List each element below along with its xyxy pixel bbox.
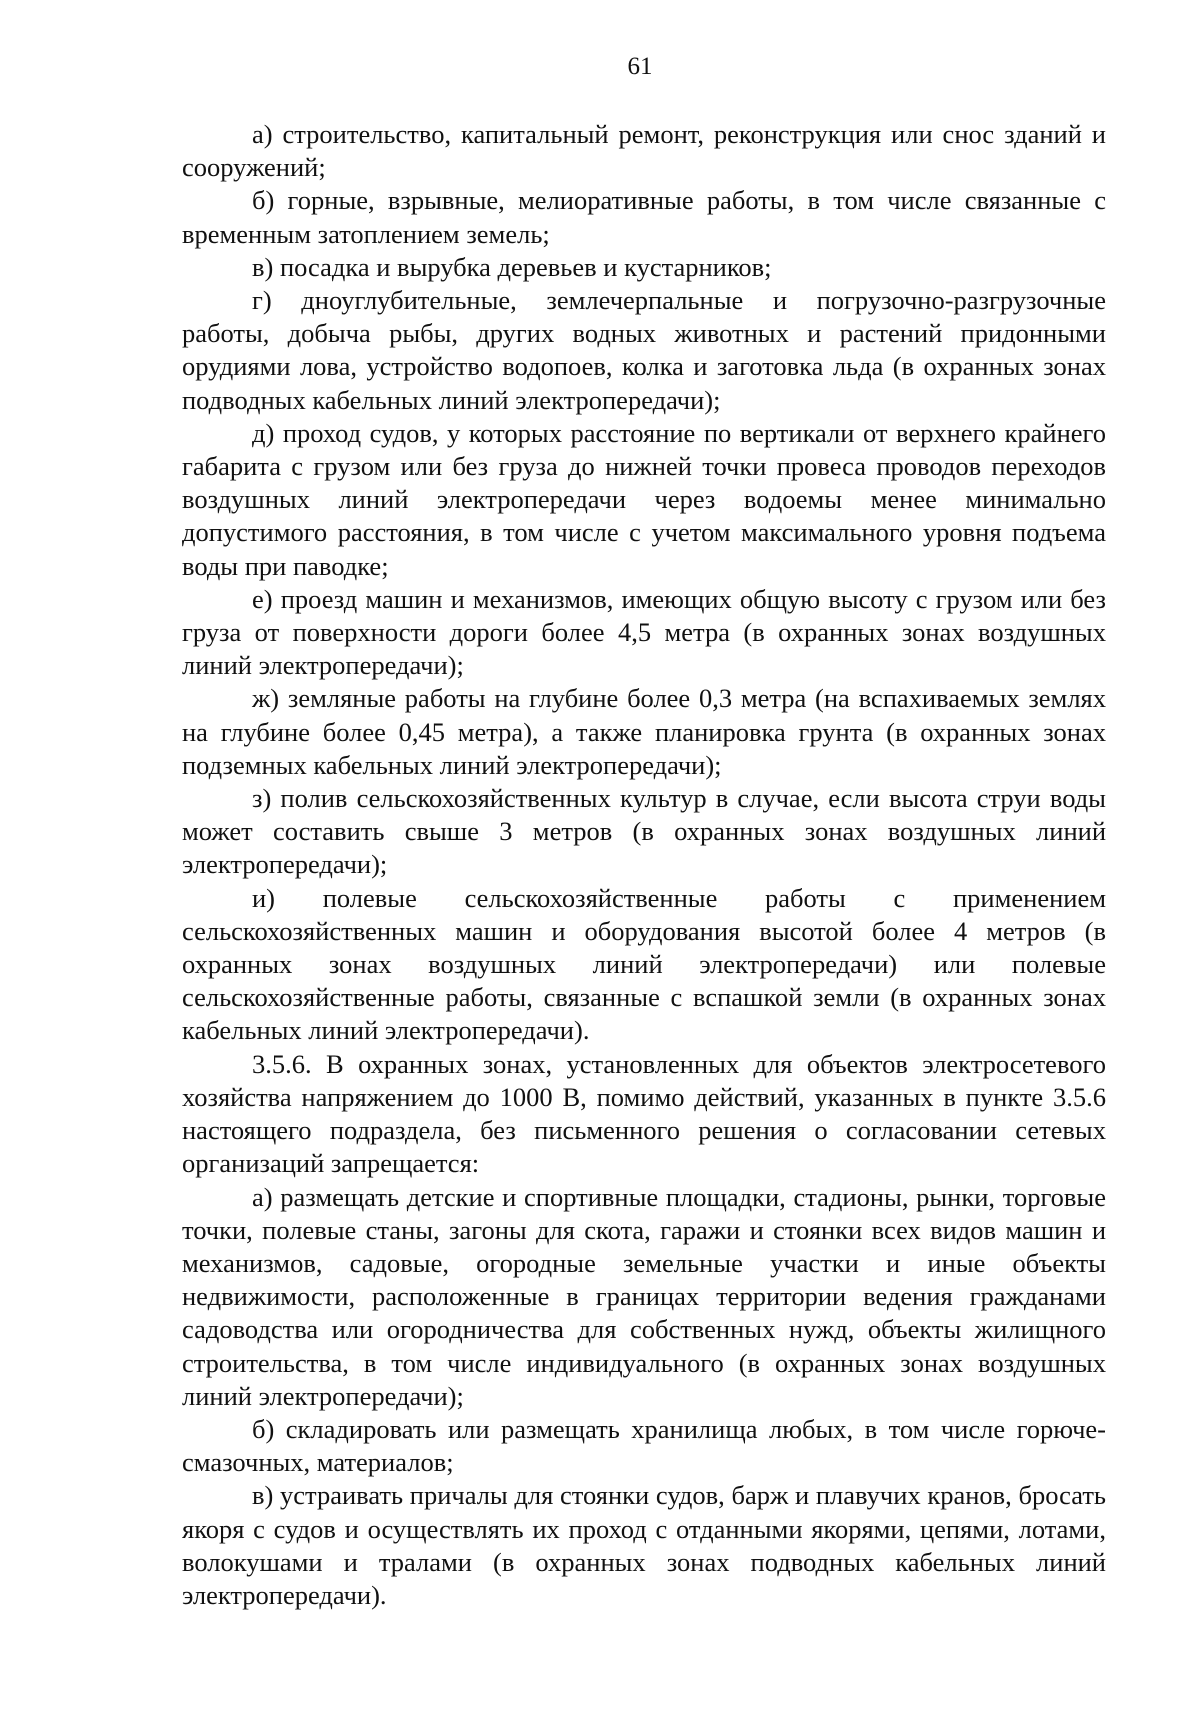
paragraph-b-storage: б) складировать или размещать хранилища любых, в том числе горюче-смазочных, материалов; (182, 1413, 1106, 1478)
paragraph-b-mining: б) горные, взрывные, мелиоративные работы, в том числе связанные с временным затоплением земель; (182, 185, 1106, 249)
paragraph-d-vessels: д) проход судов, у которых расстояние по вертикали от верхнего крайнего габарита с грузом или без груза до нижней точки провеса проводов переходов воздушных линий электропередачи через водоемы менее минимально допустимого расстояния, в том числе с учетом максимального уровня подъема воды при паводке; (182, 417, 1106, 581)
paragraph-g-dredging: г) дноуглубительные, землечерпальные и погрузочно-разгрузочные работы, добыча рыбы, других водных животных и растений придонными орудиями лова, устройство водопоев, колка и заготовка льда (в охранных зонах подводных кабельных линий электропередачи); (182, 285, 1106, 415)
page-number: 61 (627, 53, 653, 80)
paragraph-z-irrigation: з) полив сельскохозяйственных культур в случае, если высота струи воды может составить свыше 3 метров (в охранных зонах воздушных линий электропередачи); (182, 783, 1106, 880)
paragraph-zh-earthworks: ж) земляные работы на глубине более 0,3 метра (на вспахиваемых землях на глубине более 0,45 метра), а также планировка грунта (в охранных зонах подземных кабельных линий электропередачи); (182, 683, 1106, 780)
paragraph-v-planting: в) посадка и вырубка деревьев и кустарников; (252, 251, 772, 282)
paragraph-v-moorings: в) устраивать причалы для стоянки судов, барж и плавучих кранов, бросать якоря с судов и осуществлять их проход с отданными якорями, цепями, лотами, волокушами и тралами (в охранных зонах подводных кабельных линий электропередачи). (182, 1480, 1106, 1610)
document-body (182, 118, 1106, 1612)
paragraph-i-field-works: и) полевые сельскохозяйственные работы с применением сельскохозяйственных машин и оборудования высотой более 4 метров (в охранных зонах воздушных линий электропередачи) или полевые сельскохозяйственные работы, связанные с вспашкой земли (в охранных зонах кабельных линий электропередачи). (182, 882, 1106, 1046)
paragraph-a-placement: а) размещать детские и спортивные площадки, стадионы, рынки, торговые точки, полевые станы, загоны для скота, гаражи и стоянки всех видов машин и механизмов, садовые, огородные земельные участки и иные объекты недвижимости, расположенные в границах территории ведения гражданами садоводства или огородничества для собственных нужд, объекты жилищного строительства, в том числе индивидуального (в охранных зонах воздушных линий электропередачи); (182, 1181, 1106, 1411)
paragraph-a-construction: а) строительство, капитальный ремонт, реконструкция или снос зданий и сооружений; (182, 119, 1106, 183)
paragraph-3-5-6: 3.5.6. В охранных зонах, установленных для объектов электросетевого хозяйства напряжением до 1000 В, помимо действий, указанных в пункте 3.5.6 настоящего подраздела, без письменного решения о согласовании сетевых организаций запрещается: (182, 1048, 1106, 1179)
paragraph-e-vehicles: е) проезд машин и механизмов, имеющих общую высоту с грузом или без груза от поверхности дороги более 4,5 метра (в охранных зонах воздушных линий электропередачи); (182, 583, 1106, 681)
